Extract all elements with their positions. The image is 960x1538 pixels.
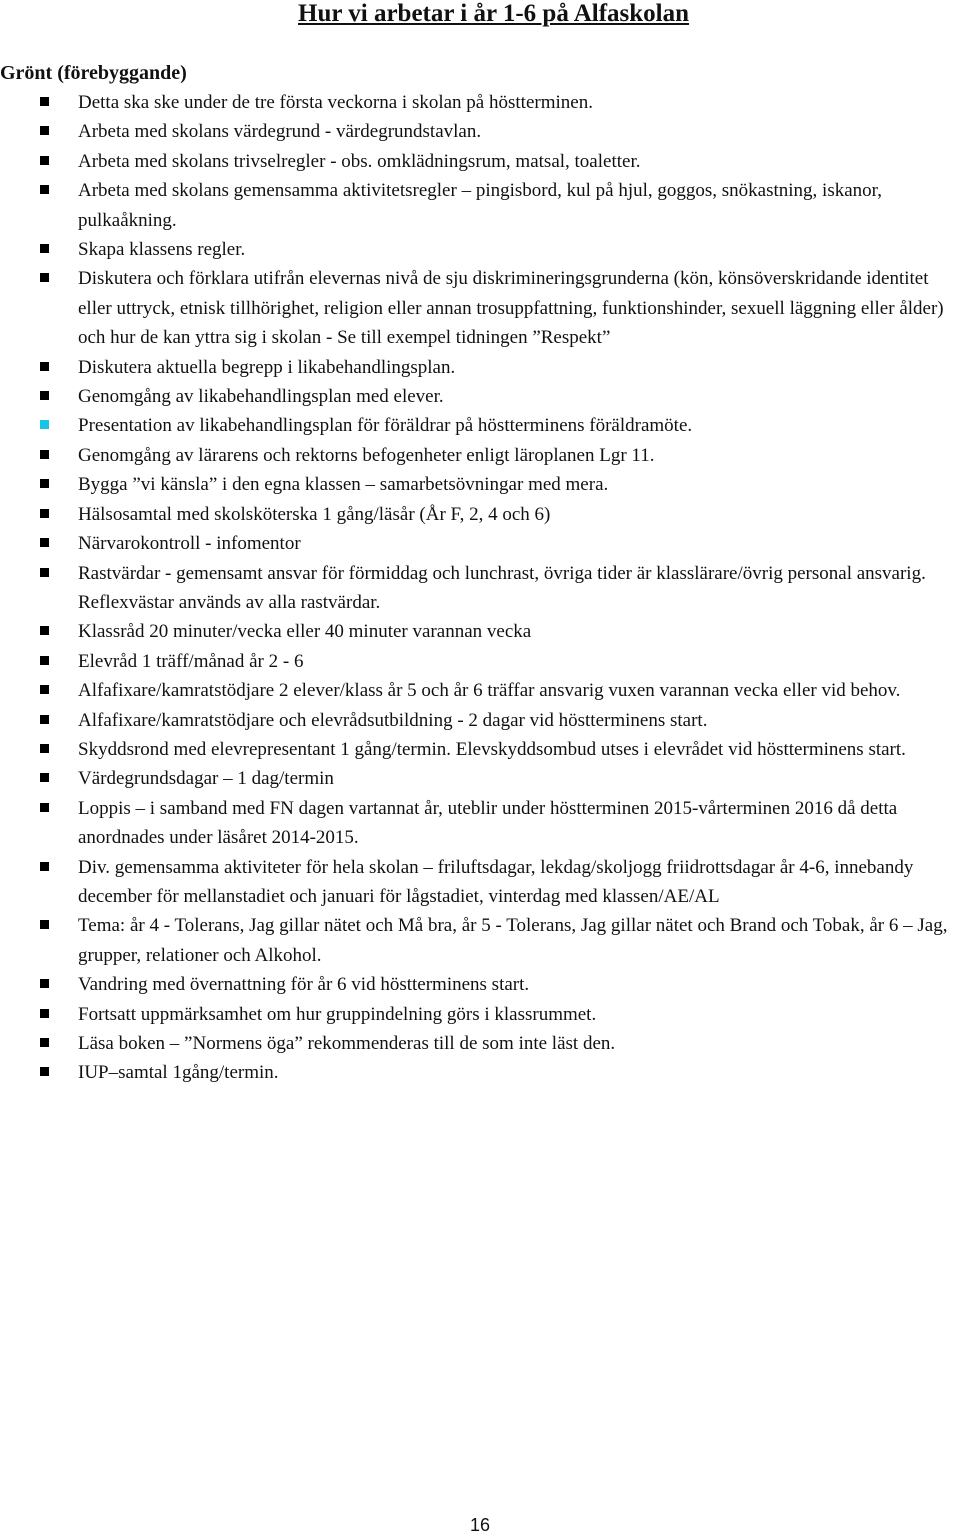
list-item [0,235,958,264]
square-bullet-icon [40,979,49,988]
square-bullet-icon [40,920,49,929]
list-item [0,500,958,529]
list-item-text: Rastvärdar - gemensamt ansvar för förmiddag och lunchrast, övriga tider är klasslärare/övrig personal ansvarig. Reflexvästar används av alla rastvärdar. [78,562,926,613]
list-item [0,1029,958,1058]
list-item [0,617,958,646]
list-item [0,1058,958,1087]
list-item-text: Värdegrundsdagar – 1 dag/termin [78,768,334,790]
square-bullet-icon [40,656,49,665]
list-item [0,411,958,440]
list-item-text: Närvarokontroll - infomentor [78,533,301,555]
list-item-text: Arbeta med skolans trivselregler - obs. omklädningsrum, matsal, toaletter. [78,150,641,172]
list-item [0,176,958,235]
page-title: Hur vi arbetar i år 1-6 på Alfaskolan [298,0,690,27]
list-item [0,853,958,912]
list-item-text: Loppis – i samband med FN dagen vartannat år, uteblir under höstterminen 2015-vårterminen 2016 då detta anordnades under läsåret 2014-2015. [78,797,898,849]
square-bullet-icon [40,156,49,165]
square-bullet-icon [40,97,49,106]
list-item-text: Klassråd 20 minuter/vecka eller 40 minuter varannan vecka [78,621,532,643]
square-bullet-icon [40,626,49,635]
list-item-text: Elevråd 1 träff/månad år 2 - 6 [78,650,304,672]
list-item [0,441,958,470]
list-item [0,147,958,176]
square-bullet-icon [40,715,49,724]
square-bullet-icon [40,568,49,577]
list-item [0,911,958,970]
list-item-text: Div. gemensamma aktiviteter för hela skolan – friluftsdagar, lekdag/skoljogg friidrottsdagar år 4-6, innebandy december för mellanstadiet och januari för lågstadiet, vinterdag med klassen/AE/AL [78,856,914,907]
square-bullet-icon [40,362,49,371]
list-item [0,1000,958,1029]
list-item [0,264,958,352]
list-item [0,764,958,793]
list-item-text: Hälsosamtal med skolsköterska 1 gång/läsår (År F, 2, 4 och 6) [78,503,551,525]
square-bullet-icon [40,538,49,547]
list-item [0,706,958,735]
list-item [0,676,958,705]
list-item-text: Genomgång av lärarens och rektorns befogenheter enligt läroplanen Lgr 11. [78,444,655,466]
list-item-text: Alfafixare/kamratstödjare och elevrådsutbildning - 2 dagar vid höstterminens start. [78,709,708,731]
square-bullet-icon [40,862,49,871]
square-bullet-icon [40,273,49,282]
list-item-text: Arbeta med skolans värdegrund - värdegrundstavlan. [78,121,482,143]
list-item [0,647,958,676]
list-item [0,88,958,117]
square-bullet-icon [40,744,49,753]
square-bullet-icon [40,773,49,782]
list-item-text: Tema: år 4 - Tolerans, Jag gillar nätet och Må bra, år 5 - Tolerans, Jag gillar nätet och Brand och Tobak, år 6 – Jag, grupper, relationer och Alkohol. [78,915,948,966]
list-item-text: Skyddsrond med elevrepresentant 1 gång/termin. Elevskyddsombud utses i elevrådet vid höstterminens start. [78,738,906,760]
square-bullet-icon [40,479,49,488]
list-item-text: Läsa boken – ”Normens öga” rekommenderas till de som inte läst den. [78,1033,616,1054]
list-item-text: Diskutera aktuella begrepp i likabehandlingsplan. [78,356,456,378]
square-bullet-icon [40,244,49,253]
list-item-text: Alfafixare/kamratstödjare 2 elever/klass år 5 och år 6 träffar ansvarig vuxen varannan vecka eller vid behov. [78,680,901,702]
list-item-text: Genomgång av likabehandlingsplan med elever. [78,386,444,408]
square-bullet-icon [40,685,49,694]
square-bullet-icon [40,1009,49,1018]
list-item-text: Bygga ”vi känsla” i den egna klassen – samarbetsövningar med mera. [78,474,609,496]
bullet-list [0,88,958,1088]
list-item [0,529,958,558]
list-item-text: Fortsatt uppmärksamhet om hur gruppindelning görs i klassrummet. [78,1003,597,1025]
square-bullet-icon [40,420,49,429]
square-bullet-icon [40,391,49,400]
list-item-text: IUP–samtal 1gång/termin. [78,1062,279,1084]
list-item-text: Diskutera och förklara utifrån elevernas nivå de sju diskrimineringsgrunderna (kön, könsöverskridande identitet eller uttryck, etnisk tillhörighet, religion eller annan trosuppfattning, funktionshinder, sexuell läggning eller ålder) och hur de kan yttra sig i skolan - Se till exempel tidningen ”Respekt” [78,268,944,349]
list-item [0,970,958,999]
list-item-text: Detta ska ske under de tre första veckorna i skolan på höstterminen. [78,92,593,113]
square-bullet-icon [40,509,49,518]
square-bullet-icon [40,450,49,459]
list-item-text: Skapa klassens regler. [78,239,246,261]
section-heading: Grönt (förebyggande) [0,62,187,84]
list-item [0,470,958,499]
list-item [0,353,958,382]
list-item [0,735,958,764]
list-item [0,382,958,411]
list-item-text: Presentation av likabehandlingsplan för föräldrar på höstterminens föräldramöte. [78,415,693,437]
square-bullet-icon [40,803,49,812]
list-item-text: Vandring med övernattning för år 6 vid höstterminens start. [78,974,530,996]
list-item-text: Arbeta med skolans gemensamma aktivitetsregler – pingisbord, kul på hjul, goggos, snökastning, iskanor, pulkaåkning. [78,180,882,231]
square-bullet-icon [40,1067,49,1076]
list-item [0,117,958,146]
square-bullet-icon [40,185,49,194]
square-bullet-icon [40,1038,49,1047]
list-item [0,794,958,853]
list-item [0,559,958,618]
square-bullet-icon [40,126,49,135]
page-number: 16 [469,1515,491,1535]
